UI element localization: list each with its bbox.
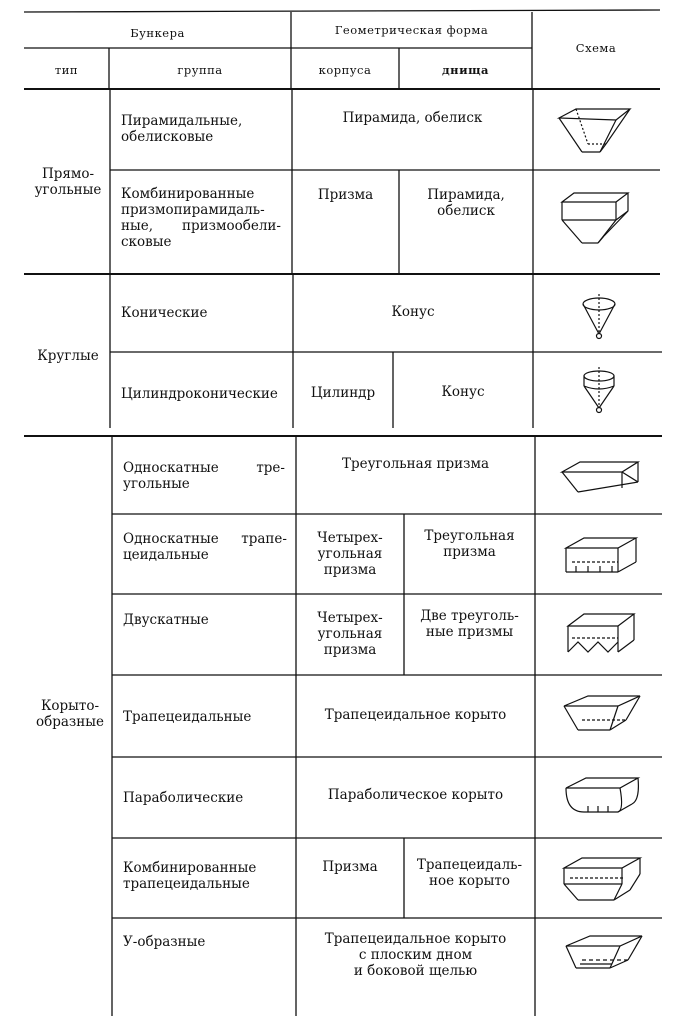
bottom-pyramid-obelisk: Пирамида, обелиск xyxy=(427,187,505,219)
form-trapezoidal-trough: Трапецеидальное корыто xyxy=(324,707,507,723)
trapezoidal-trough-icon xyxy=(560,690,644,738)
cylinder-cone-icon xyxy=(578,364,622,420)
header-bottom: днища xyxy=(441,63,489,77)
form-pyramid-obelisk: Пирамида, обелиск xyxy=(342,110,483,126)
single-slope-triangular-icon xyxy=(558,458,644,498)
group-cylindroconical: Цилиндроконические xyxy=(121,386,278,402)
header-geom-form: Геометрическая форма xyxy=(334,23,489,37)
parabolic-trough-icon xyxy=(562,772,642,818)
header-scheme: Схема xyxy=(575,41,617,55)
type-rectangular: Прямо- угольные xyxy=(34,166,102,198)
double-slope-icon xyxy=(564,604,640,662)
u-shaped-icon xyxy=(562,932,646,976)
form-cone: Конус xyxy=(391,304,435,320)
bottom-triangular-prism: Треугольная призма xyxy=(424,528,515,560)
prism-pyramid-icon xyxy=(558,188,638,250)
bottom-cone: Конус xyxy=(441,384,485,400)
group-parabolic: Параболические xyxy=(123,790,244,806)
group-pyramidal: Пирамидальные, обелисковые xyxy=(121,113,243,145)
group-combined-prism-pyramid: Комбинированные призмопирамидаль- ные, призмообели- сковые xyxy=(121,186,281,250)
rule-top xyxy=(24,10,660,12)
body-quad-prism-2: Четырех- угольная призма xyxy=(317,610,383,658)
bottom-trapezoidal-trough: Трапецеидаль- ное корыто xyxy=(416,857,523,889)
form-triangular-prism: Треугольная призма xyxy=(341,456,490,472)
single-slope-trapezoidal-icon xyxy=(562,530,642,582)
group-combined-trapezoidal: Комбинированные трапецеидальные xyxy=(123,860,257,892)
type-round: Круглые xyxy=(37,348,99,364)
header-type: тип xyxy=(54,63,79,77)
group-conical: Конические xyxy=(121,305,208,321)
combined-trapezoidal-icon xyxy=(560,850,644,908)
group-trapezoidal: Трапецеидальные xyxy=(123,709,252,725)
header-body: корпуса xyxy=(318,63,372,77)
form-trapezoidal-trough-flat: Трапецеидальное корыто с плоским дном и боковой щелью xyxy=(324,931,507,979)
form-parabolic-trough: Параболическое корыто xyxy=(327,787,504,803)
cone-icon xyxy=(578,290,622,348)
group-u-shaped: У-образные xyxy=(123,934,206,950)
group-double-slope: Двускатные xyxy=(123,612,209,628)
truncated-pyramid-icon xyxy=(556,104,638,160)
bottom-two-triangular-prisms: Две треуголь- ные призмы xyxy=(420,608,519,640)
group-single-slope-triangular: Односкатные тре- угольные xyxy=(123,460,285,492)
body-cylinder: Цилиндр xyxy=(310,385,376,401)
header-group: группа xyxy=(177,63,223,77)
body-prism: Призма xyxy=(317,187,374,203)
header-bunkers: Бункера xyxy=(130,26,185,40)
body-quad-prism-1: Четырех- угольная призма xyxy=(317,530,383,578)
group-single-slope-trapezoidal: Односкатные трапе- цеидальные xyxy=(123,531,287,563)
type-trough: Корыто- образные xyxy=(35,698,105,730)
body-prism-2: Призма xyxy=(322,859,378,875)
